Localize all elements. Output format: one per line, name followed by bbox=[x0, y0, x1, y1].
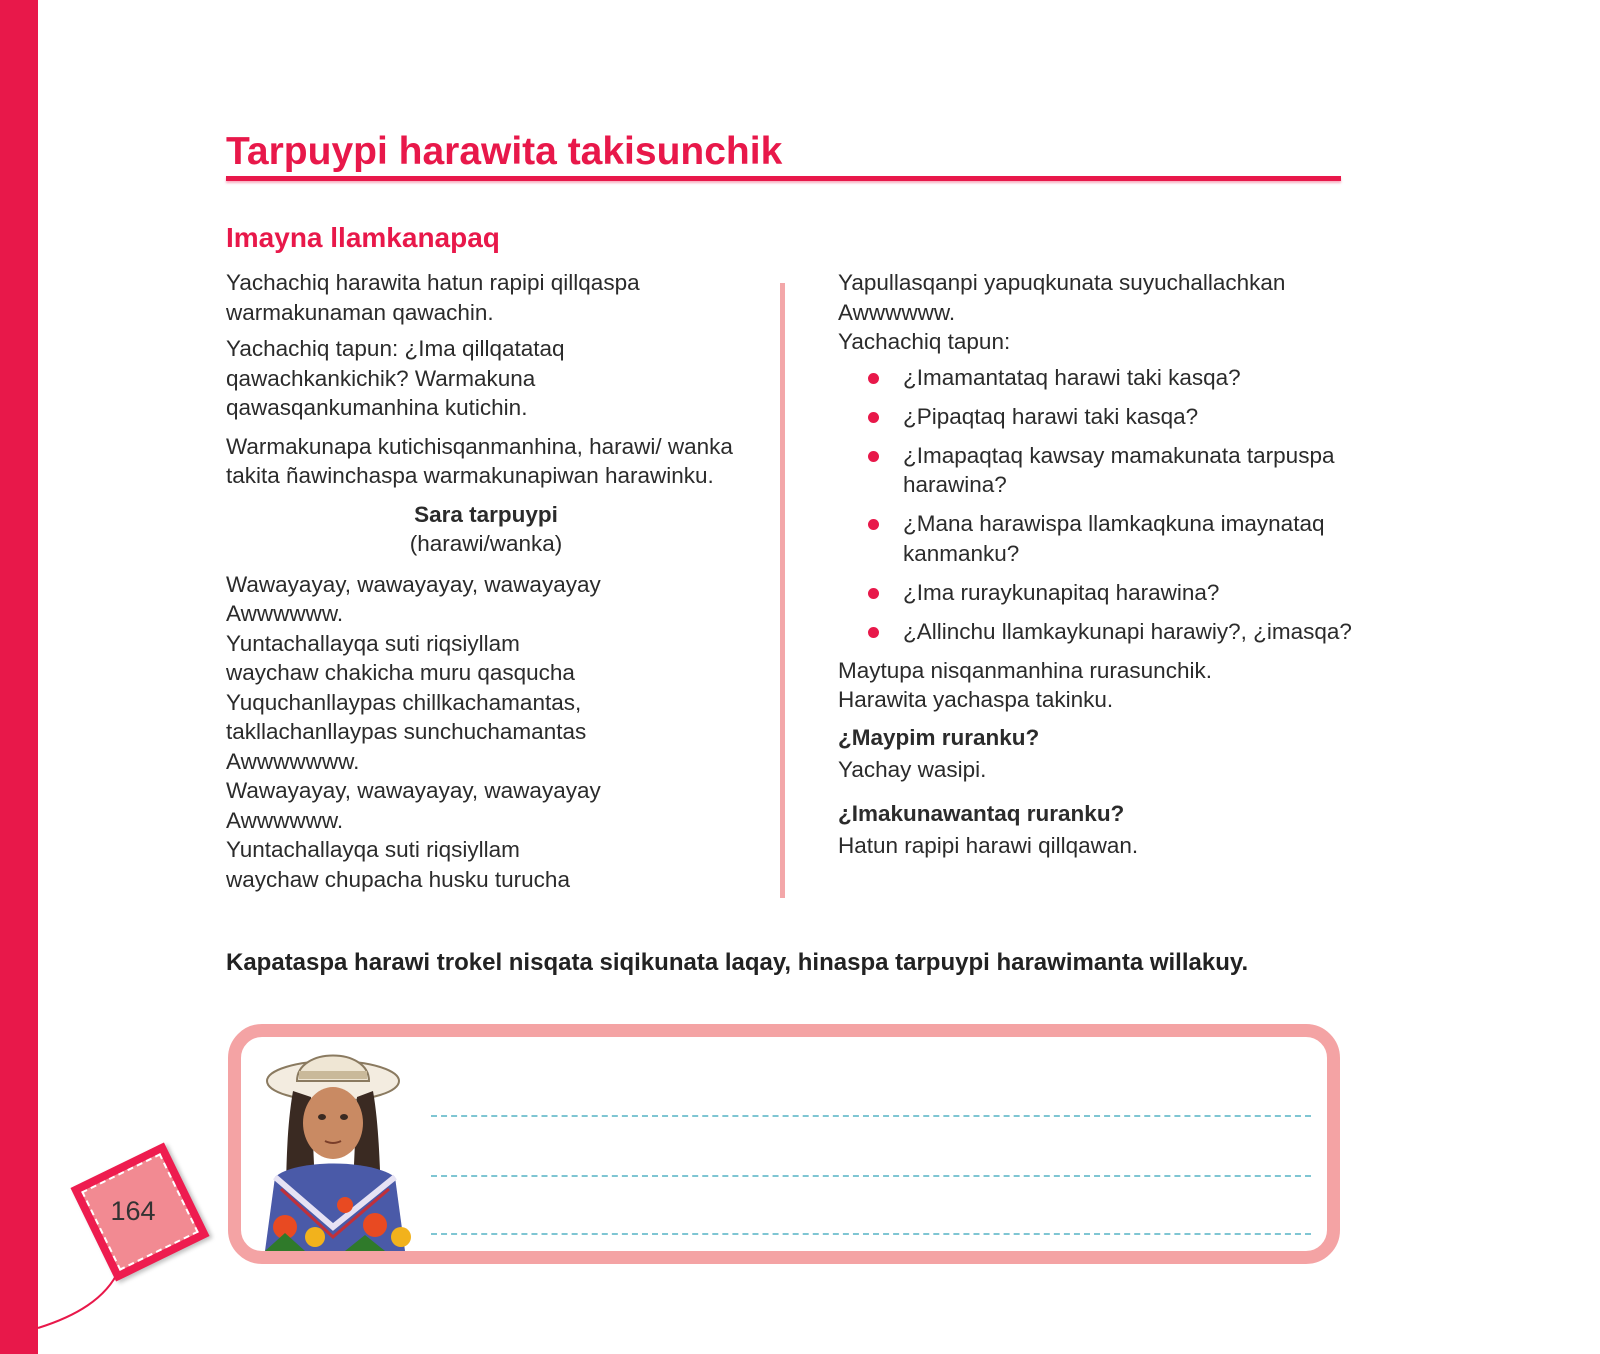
writing-line[interactable] bbox=[431, 1175, 1311, 1177]
poem-line: Awwwwwww. bbox=[226, 748, 360, 774]
andean-girl-icon bbox=[245, 1037, 425, 1251]
question-item bbox=[838, 617, 1358, 647]
question-heading: ¿Imakunawantaq ruranku? bbox=[838, 800, 1125, 826]
question-answer: Yachay wasipi. bbox=[838, 757, 987, 782]
bullet-icon bbox=[868, 373, 879, 384]
question-item bbox=[838, 363, 1358, 393]
question-text: ¿Pipaqtaq harawi taki kasqa? bbox=[903, 403, 1199, 429]
poem bbox=[226, 570, 746, 895]
paragraph: Yachachiq harawita hatun rapipi qillqaspa warmakunaman qawachin. bbox=[226, 270, 640, 325]
poem-line: Awwwwww. bbox=[226, 807, 344, 833]
paragraph: Warmakunapa kutichisqanmanhina, harawi/ wanka takita ñawinchaspa warmakunapiwan harawinku. bbox=[226, 433, 733, 488]
bullet-icon bbox=[868, 519, 879, 530]
poem-line: Yuntachallayqa suti riqsiyllam bbox=[226, 837, 520, 862]
poem-line: Yuquchanllaypas chillkachamantas, bbox=[226, 689, 582, 715]
writing-box bbox=[228, 1024, 1340, 1264]
intro-line: Awwwwww. bbox=[838, 299, 956, 325]
bullet-icon bbox=[868, 412, 879, 423]
question-text: ¿Mana harawispa llamkaqkuna imaynataq kanmanku? bbox=[903, 511, 1325, 566]
question-heading: ¿Maypim ruranku? bbox=[838, 724, 1040, 750]
poem-subtitle: (harawi/wanka) bbox=[409, 531, 563, 556]
poem-line: Wawayayay, wawayayay, wawayayay bbox=[226, 571, 601, 597]
question-item bbox=[838, 441, 1358, 500]
poem-line: waychaw chakicha muru qasqucha bbox=[226, 660, 575, 685]
kite-string bbox=[0, 0, 220, 1354]
page-title: Tarpuypi harawita takisunchik bbox=[226, 130, 783, 173]
poem-line: takllachanllaypas sunchuchamantas bbox=[226, 719, 587, 744]
left-column bbox=[226, 268, 746, 894]
poem-line: waychaw chupacha husku turucha bbox=[226, 866, 570, 892]
question-answer: Hatun rapipi harawi qillqawan. bbox=[838, 833, 1139, 858]
intro-line: Yachachiq tapun: bbox=[838, 329, 1011, 354]
question-item bbox=[838, 509, 1358, 568]
intro-line: Yapullasqanpi yapuqkunata suyuchallachkan bbox=[838, 270, 1286, 295]
title-underline bbox=[226, 176, 1341, 181]
poem-line: Awwwwww. bbox=[226, 601, 344, 626]
section-subtitle: Imayna llamkanapaq bbox=[226, 222, 500, 253]
poem-line: Yuntachallayqa suti riqsiyllam bbox=[226, 630, 520, 656]
bullet-icon bbox=[868, 451, 879, 462]
closing-line: Maytupa nisqanmanhina rurasunchik. bbox=[838, 657, 1212, 683]
task-instruction: Kapataspa harawi trokel nisqata siqikunata laqay, hinaspa tarpuypi harawimanta willakuy. bbox=[226, 949, 1249, 976]
poem-title: Sara tarpuypi bbox=[414, 501, 558, 527]
bullet-icon bbox=[868, 627, 879, 638]
question-text: ¿Ima ruraykunapitaq harawina? bbox=[903, 579, 1220, 605]
question-text: ¿Imamantataq harawi taki kasqa? bbox=[903, 364, 1241, 390]
right-column bbox=[838, 268, 1358, 861]
column-divider bbox=[780, 283, 785, 898]
page-number: 164 bbox=[110, 1196, 156, 1226]
bullet-icon bbox=[868, 588, 879, 599]
paragraph: Yachachiq tapun: ¿Ima qillqatataq qawachkankichik? Warmakuna qawasqankumanhina kutichin. bbox=[226, 336, 565, 420]
writing-line[interactable] bbox=[431, 1115, 1311, 1117]
closing-line: Harawita yachaspa takinku. bbox=[838, 687, 1114, 712]
question-text: ¿Imapaqtaq kawsay mamakunata tarpuspa harawina? bbox=[903, 442, 1335, 497]
poem-line: Wawayayay, wawayayay, wawayayay bbox=[226, 778, 601, 803]
question-list bbox=[838, 363, 1358, 647]
writing-line[interactable] bbox=[431, 1233, 1311, 1235]
question-item bbox=[838, 402, 1358, 432]
question-item bbox=[838, 578, 1358, 608]
question-text: ¿Allinchu llamkaykunapi harawiy?, ¿imasqa? bbox=[903, 618, 1352, 644]
